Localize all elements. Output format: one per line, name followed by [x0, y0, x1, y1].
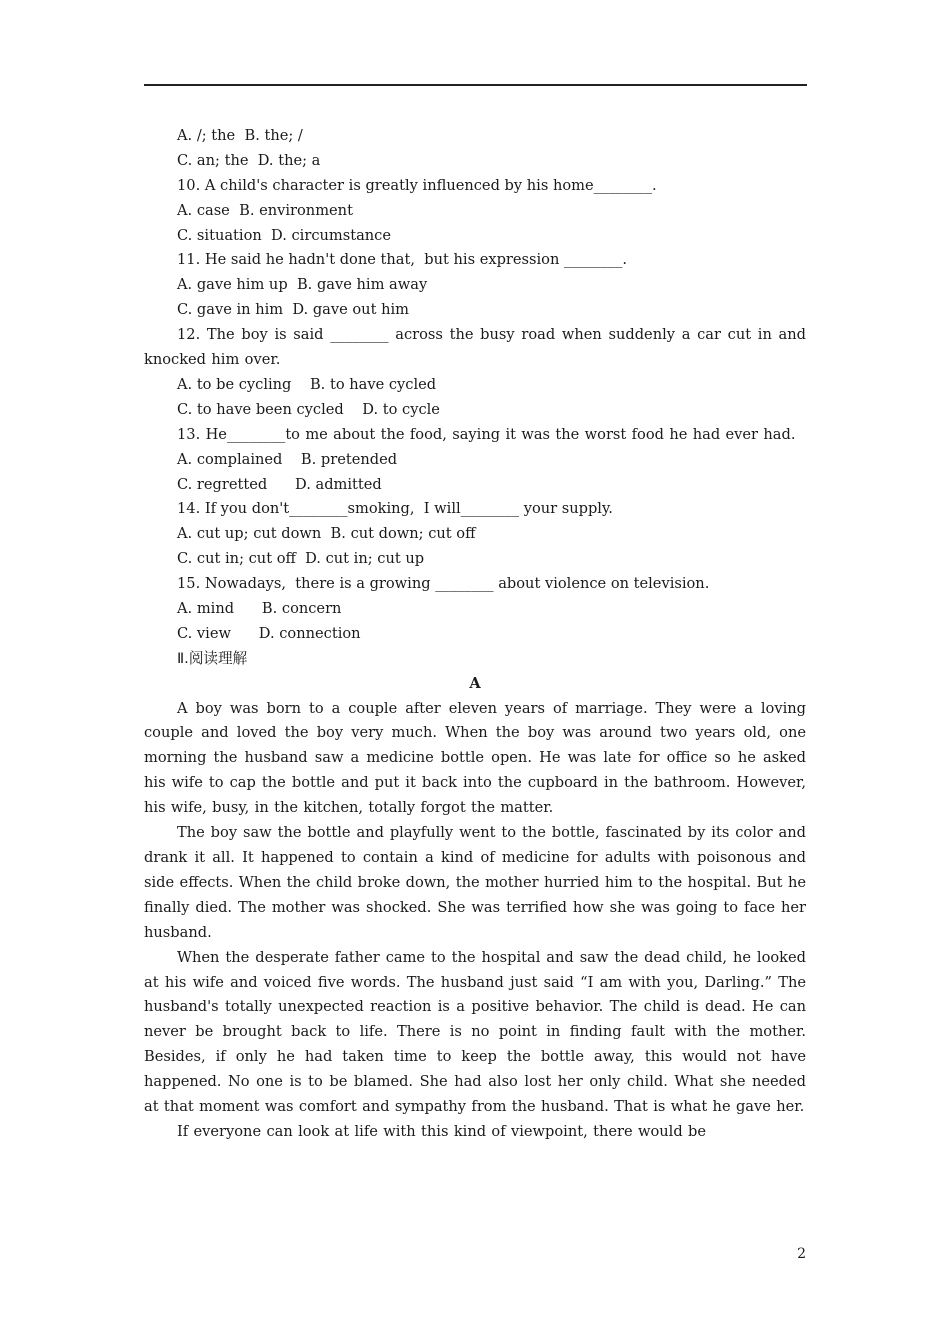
passage-paragraph: If everyone can look at life with this kind of viewpoint, there would be: [177, 1122, 707, 1140]
question-options: C. view D. connection: [177, 624, 361, 642]
question-options: A. /; the B. the; /: [177, 127, 303, 144]
section-heading: Ⅱ.阅读理解: [177, 649, 248, 667]
question-stem: 15. Nowadays, there is a growing ________ about violence on television.: [177, 575, 710, 593]
question-options: C. to have been cycled D. to cycle: [177, 400, 440, 418]
question-options: C. cut in; cut off D. cut in; cut up: [177, 550, 425, 568]
question-options: C. an; the D. the; a: [177, 151, 321, 169]
header-rule: [144, 84, 807, 86]
question-options: C. regretted D. admitted: [177, 475, 382, 493]
question-options: C. gave in him D. gave out him: [177, 301, 409, 319]
question-options: A. to be cycling B. to have cycled: [177, 375, 437, 393]
question-options: A. case B. environment: [177, 201, 353, 219]
question-stem: 13. He________to me about the food, saying it was the worst food he had ever had.: [177, 425, 796, 443]
passage-paragraph: The boy saw the bottle and playfully went to the bottle, fascinated by its color and drank it all. It happened to contain a kind of medicine for adults with poisonous and side effects. When the child broke down, the mother hurried him to the hospital. But he finally died. The mother was shocked. She was terrified how she was going to face her husband.: [144, 824, 806, 941]
page-number: 2: [797, 1246, 806, 1262]
passage-paragraph: When the desperate father came to the hospital and saw the dead child, he looked at his wife and voiced five words. The husband just said “I am with you, Darling.” The husband's totally unexpected reaction is a positive behavior. The child is dead. He can never be brought back to life. There is no point in finding fault with the mother. Besides, if only he had taken time to keep the bottle away, this would not have happened. No one is to be blamed. She had also lost her only child. What she needed at that moment was comfort and sympathy from the husband. That is what he gave her.: [144, 948, 806, 1116]
question-options: A. complained B. pretended: [177, 450, 398, 468]
question-stem: 12. The boy is said ________ across the busy road when suddenly a car cut in and knocked him over.: [144, 326, 806, 369]
question-options: C. situation D. circumstance: [177, 226, 391, 244]
question-stem: 11. He said he hadn't done that, but his expression ________.: [177, 251, 628, 269]
question-stem: 10. A child's character is greatly influenced by his home________.: [177, 176, 657, 194]
document-body: [144, 124, 806, 1145]
question-options: A. gave him up B. gave him away: [177, 276, 428, 294]
question-options: A. cut up; cut down B. cut down; cut off: [177, 525, 476, 543]
passage-label: A: [469, 674, 481, 692]
question-stem: 14. If you don't________smoking, I will________ your supply.: [177, 500, 613, 518]
question-options: A. mind B. concern: [177, 599, 342, 617]
passage-paragraph: A boy was born to a couple after eleven years of marriage. They were a loving couple and loved the boy very much. When the boy was around two years old, one morning the husband saw a medicine bottle open. He was late for office so he asked his wife to cap the bottle and put it back into the cupboard in the bathroom. However, his wife, busy, in the kitchen, totally forgot the matter.: [144, 699, 806, 817]
